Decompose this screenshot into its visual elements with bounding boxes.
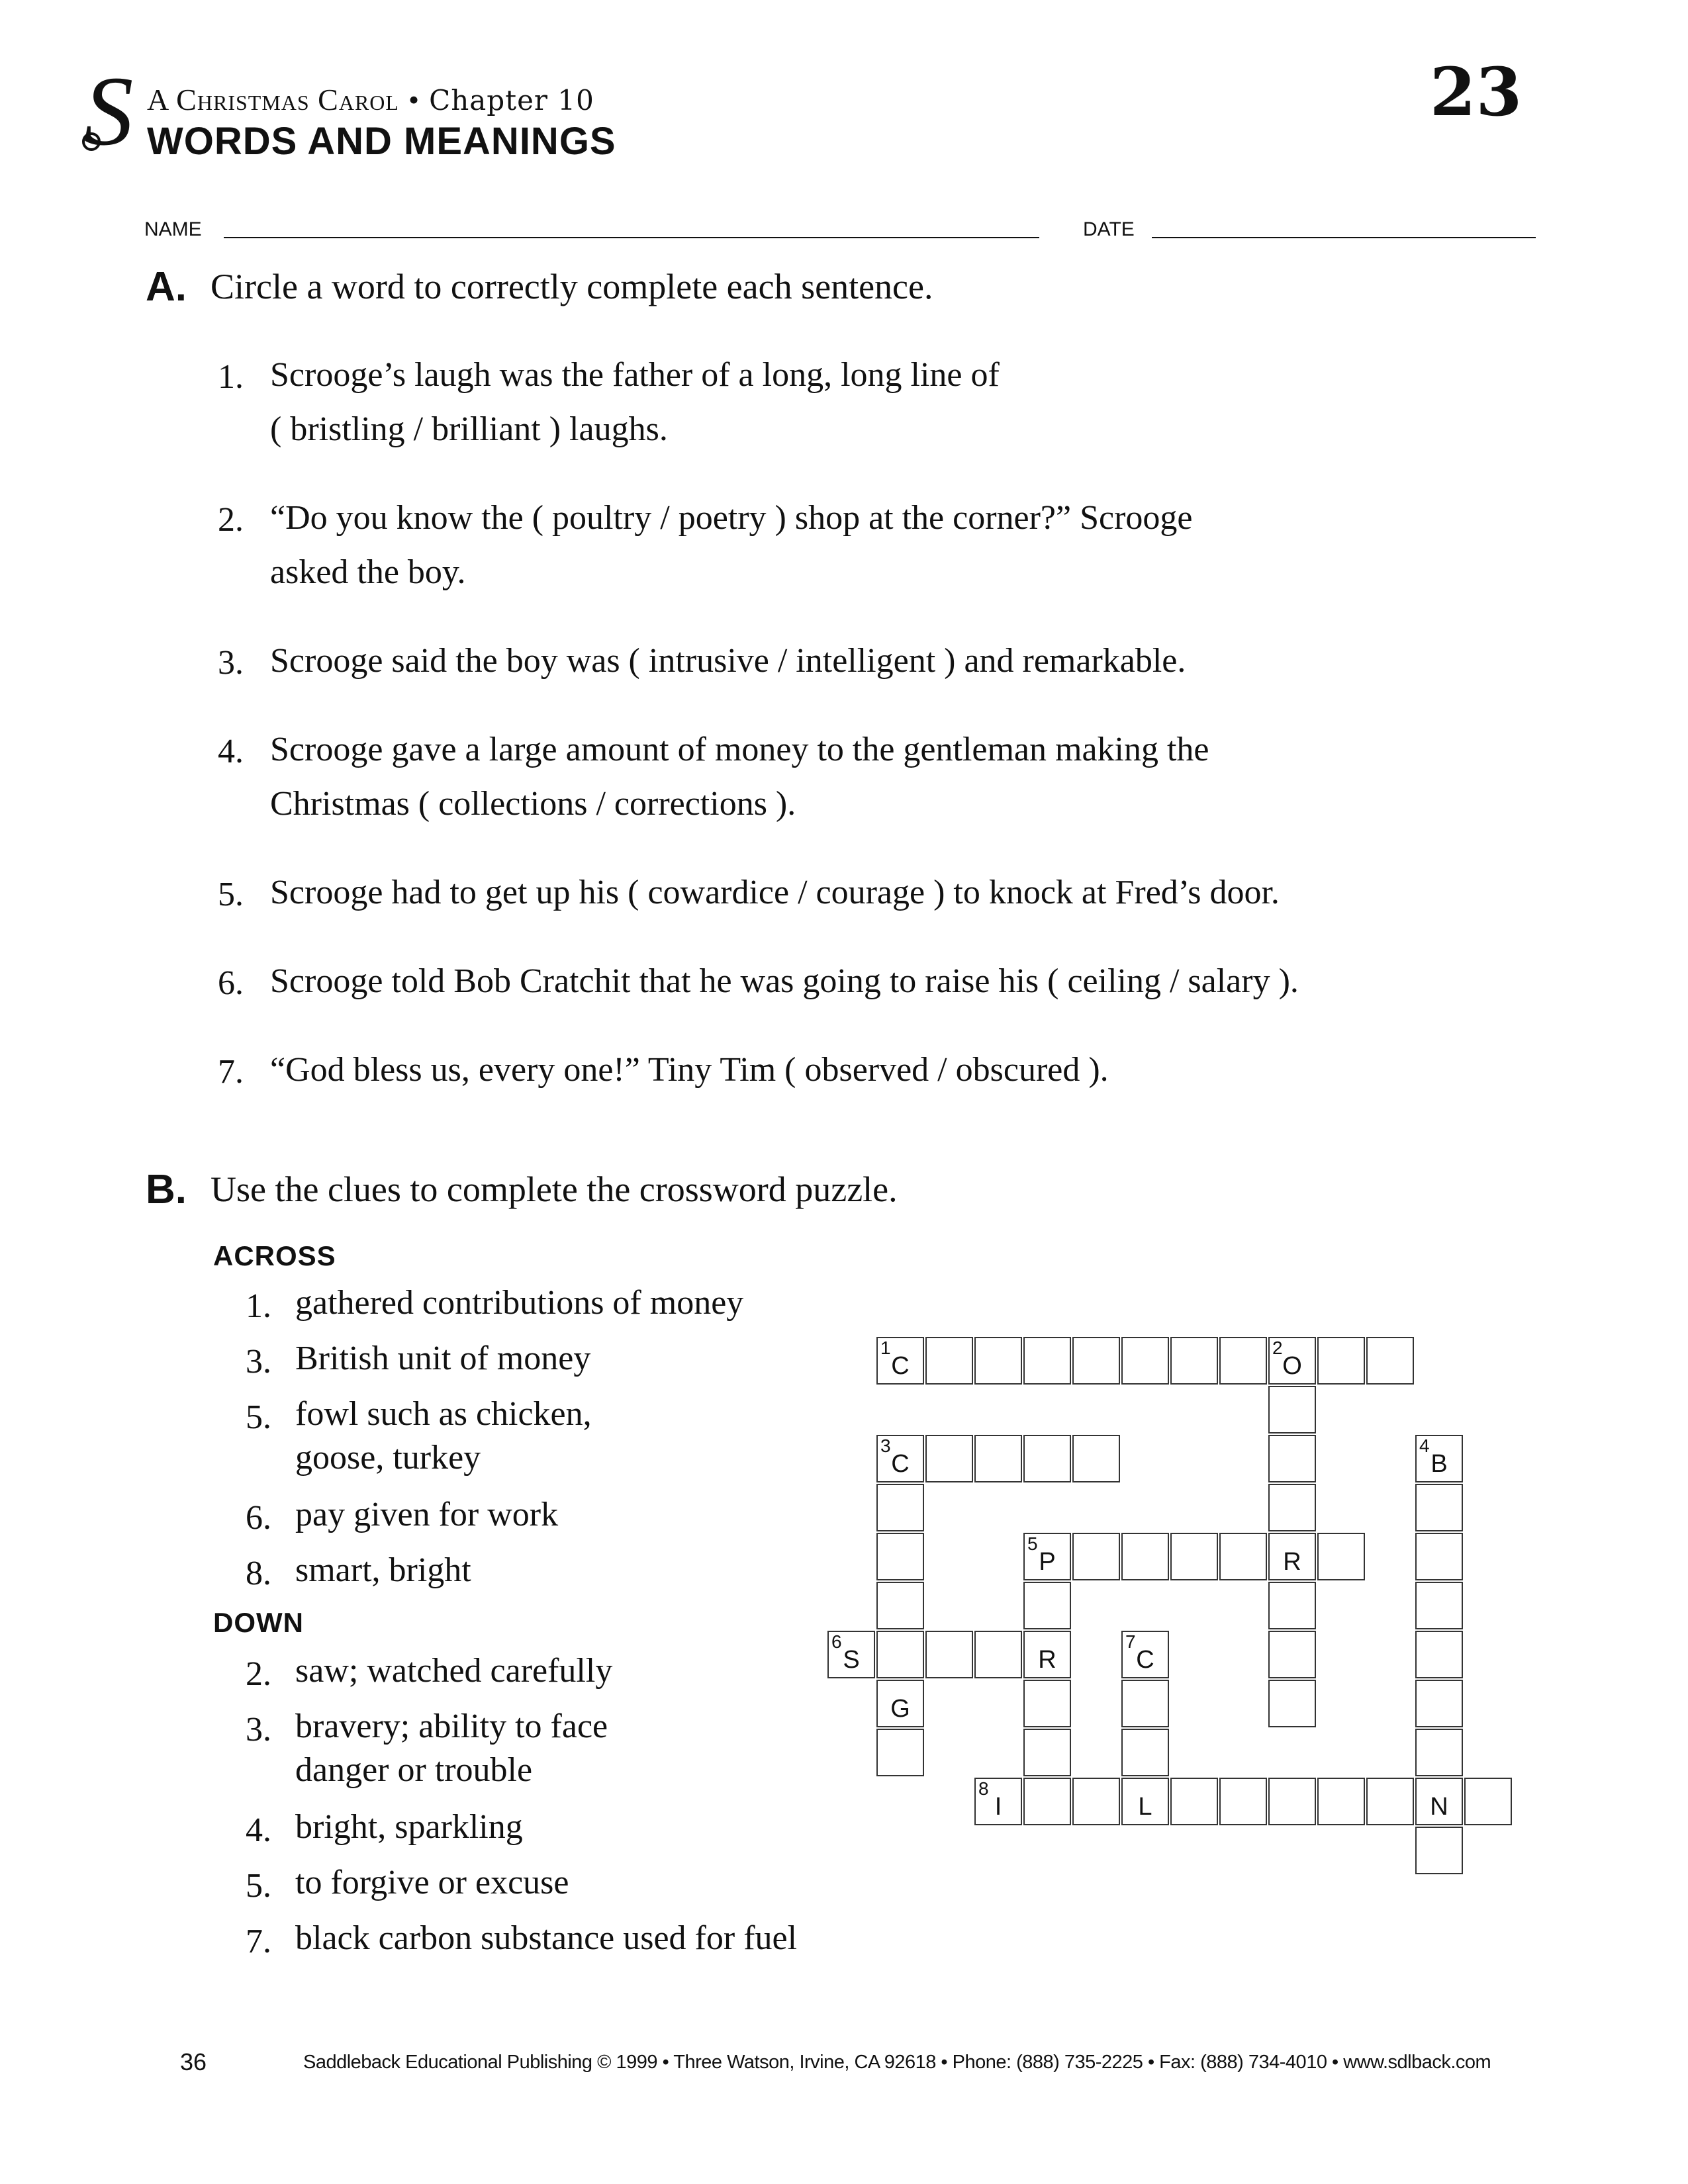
cell-number: 1: [880, 1338, 891, 1358]
footer-page-number: 36: [180, 2048, 207, 2075]
crossword-cell[interactable]: [1121, 1680, 1169, 1727]
clue-number: 7.: [246, 1923, 271, 1960]
crossword-cell[interactable]: [876, 1337, 924, 1385]
crossword-cell[interactable]: [1023, 1631, 1071, 1678]
section-a-instruction: Circle a word to correctly complete each sentence.: [211, 267, 933, 306]
cell-letter: G: [890, 1695, 910, 1723]
cell-number: 8: [978, 1778, 989, 1799]
crossword-cell[interactable]: [1023, 1680, 1071, 1727]
clue-number: 8.: [246, 1555, 271, 1592]
crossword-cell[interactable]: [1268, 1386, 1316, 1433]
crossword-cell[interactable]: [1464, 1778, 1512, 1825]
item-line: Scrooge’s laugh was the father of a long, long line of: [270, 356, 1000, 394]
across-clue: [295, 1337, 666, 1381]
item-line: “God bless us, every one!” Tiny Tim ( observed / obscured ).: [270, 1051, 1109, 1089]
down-heading: DOWN: [213, 1607, 304, 1638]
across-clue: [295, 1549, 666, 1592]
list-item: [270, 348, 1561, 457]
section-b-letter: B.: [146, 1167, 187, 1212]
cell-letter: C: [1136, 1646, 1154, 1674]
clue-line: pay given for work: [295, 1496, 559, 1533]
chapter-label: Chapter 10: [429, 84, 594, 116]
crossword-grid: [827, 1337, 1556, 1933]
crossword-cell[interactable]: [1121, 1337, 1169, 1385]
crossword-cell[interactable]: [1268, 1337, 1316, 1385]
cell-number: 3: [880, 1435, 891, 1456]
crossword-cell[interactable]: [1219, 1337, 1267, 1385]
name-field[interactable]: [224, 237, 1039, 238]
crossword-cell[interactable]: [1268, 1533, 1316, 1580]
item-number: 2.: [218, 501, 244, 539]
item-number: 4.: [218, 733, 244, 770]
item-line: Christmas ( collections / corrections ).: [270, 785, 796, 823]
crossword-cell[interactable]: [1072, 1435, 1120, 1482]
crossword-cell[interactable]: [1268, 1631, 1316, 1678]
book-title: A Christmas Carol: [147, 83, 399, 116]
crossword-cell[interactable]: [1023, 1729, 1071, 1776]
item-line: Scrooge had to get up his ( cowardice / courage ) to knock at Fred’s door.: [270, 874, 1280, 911]
cell-letter: C: [891, 1450, 910, 1478]
section-a-letter: A.: [146, 264, 187, 310]
worksheet-number: 23: [1430, 53, 1523, 131]
clue-line: saw; watched carefully: [295, 1652, 613, 1690]
crossword-cell[interactable]: [1121, 1631, 1169, 1678]
cell-number: 4: [1419, 1435, 1430, 1456]
cell-letter: I: [994, 1793, 1002, 1821]
title-separator: •: [408, 83, 420, 116]
crossword-cell[interactable]: [1219, 1778, 1267, 1825]
cell-letter: B: [1430, 1450, 1448, 1478]
clue-number: 4.: [246, 1811, 271, 1849]
crossword-cell[interactable]: [925, 1435, 973, 1482]
crossword-cell[interactable]: [1415, 1582, 1463, 1629]
crossword-cell[interactable]: [876, 1435, 924, 1482]
crossword-cell[interactable]: [1268, 1435, 1316, 1482]
crossword-cell[interactable]: [974, 1778, 1022, 1825]
item-number: 7.: [218, 1053, 244, 1091]
clue-number: 5.: [246, 1867, 271, 1905]
clue-line: fowl such as chicken,: [295, 1395, 592, 1433]
page-title: WORDS AND MEANINGS: [147, 120, 616, 163]
crossword-cell[interactable]: [1023, 1778, 1071, 1825]
clue-line: bright, sparkling: [295, 1808, 523, 1846]
clue-line: British unit of money: [295, 1340, 591, 1377]
down-clue: [295, 1649, 666, 1693]
clue-line: smart, bright: [295, 1551, 471, 1589]
crossword-cell[interactable]: [1170, 1778, 1218, 1825]
cell-number: 7: [1125, 1631, 1136, 1652]
crossword-cell[interactable]: [1121, 1778, 1169, 1825]
clue-number: 3.: [246, 1711, 271, 1749]
crossword-cell[interactable]: [1023, 1435, 1071, 1482]
publisher-logo-s-icon: [78, 65, 139, 164]
item-number: 1.: [218, 358, 244, 396]
crossword-cell[interactable]: [1268, 1680, 1316, 1727]
cell-letter: O: [1282, 1352, 1302, 1380]
cell-letter: C: [891, 1352, 910, 1380]
crossword-cell[interactable]: [1366, 1778, 1414, 1825]
cell-letter: P: [1039, 1548, 1056, 1576]
crossword-cell[interactable]: [1072, 1533, 1120, 1580]
cell-letter: R: [1038, 1646, 1056, 1674]
crossword-cell[interactable]: [1317, 1778, 1365, 1825]
series-title: [147, 82, 594, 117]
crossword-cell[interactable]: [974, 1435, 1022, 1482]
crossword-cell[interactable]: [827, 1631, 875, 1678]
across-clue: [295, 1493, 666, 1537]
crossword-cell[interactable]: [1415, 1729, 1463, 1776]
cell-letter: N: [1430, 1793, 1448, 1821]
list-item: [270, 954, 1561, 1009]
crossword-cell[interactable]: [1219, 1533, 1267, 1580]
item-number: 5.: [218, 876, 244, 913]
crossword-cell[interactable]: [1072, 1337, 1120, 1385]
crossword-cell[interactable]: [1415, 1827, 1463, 1874]
crossword-cell[interactable]: [876, 1533, 924, 1580]
item-line: ( bristling / brilliant ) laughs.: [270, 410, 668, 448]
crossword-cell[interactable]: [1415, 1484, 1463, 1531]
cell-letter: R: [1283, 1548, 1301, 1576]
down-clue: [295, 1861, 666, 1905]
clue-line: danger or trouble: [295, 1751, 533, 1789]
cell-number: 5: [1027, 1533, 1038, 1554]
crossword-cell[interactable]: [1072, 1778, 1120, 1825]
section-b-instruction: Use the clues to complete the crossword puzzle.: [211, 1169, 898, 1209]
crossword-cell[interactable]: [1170, 1533, 1218, 1580]
clue-line: bravery; ability to face: [295, 1707, 608, 1745]
clue-number: 1.: [246, 1287, 271, 1325]
cell-letter: S: [843, 1646, 860, 1674]
crossword-cell[interactable]: [1121, 1533, 1169, 1580]
crossword-cell[interactable]: [1023, 1533, 1071, 1580]
across-clue: [295, 1281, 891, 1325]
crossword-cell[interactable]: [1268, 1484, 1316, 1531]
crossword-cell[interactable]: [1268, 1778, 1316, 1825]
cell-number: 2: [1272, 1338, 1283, 1358]
svg-text:S: S: [83, 65, 134, 164]
item-number: 6.: [218, 964, 244, 1002]
cell-number: 6: [831, 1631, 842, 1652]
item-line: Scrooge gave a large amount of money to the gentleman making the: [270, 731, 1209, 768]
crossword-cell[interactable]: [876, 1680, 924, 1727]
date-field[interactable]: [1152, 237, 1536, 238]
down-clue: [295, 1917, 891, 1960]
crossword-cell[interactable]: [925, 1337, 973, 1385]
down-clue: [295, 1705, 666, 1792]
item-line: Scrooge said the boy was ( intrusive / intelligent ) and remarkable.: [270, 642, 1186, 680]
down-clue: [295, 1805, 666, 1849]
crossword-cell[interactable]: [876, 1484, 924, 1531]
cell-letter: L: [1138, 1793, 1152, 1821]
list-item: [270, 634, 1561, 688]
list-item: [270, 723, 1561, 831]
clue-number: 5.: [246, 1398, 271, 1436]
list-item: [270, 866, 1561, 920]
crossword-cell[interactable]: [1121, 1729, 1169, 1776]
crossword-cell[interactable]: [1415, 1778, 1463, 1825]
item-line: Scrooge told Bob Cratchit that he was going to raise his ( ceiling / salary ).: [270, 962, 1299, 1000]
crossword-cell[interactable]: [1023, 1337, 1071, 1385]
list-item: [270, 491, 1561, 600]
crossword-cell[interactable]: [1317, 1337, 1365, 1385]
crossword-cell[interactable]: [1366, 1337, 1414, 1385]
crossword-cell[interactable]: [1268, 1582, 1316, 1629]
item-line: asked the boy.: [270, 553, 466, 591]
clue-number: 6.: [246, 1499, 271, 1537]
crossword-cell[interactable]: [1170, 1337, 1218, 1385]
clue-line: gathered contributions of money: [295, 1284, 744, 1322]
crossword-cell[interactable]: [876, 1729, 924, 1776]
crossword-cell[interactable]: [876, 1582, 924, 1629]
crossword-cell[interactable]: [974, 1631, 1022, 1678]
item-line: “Do you know the ( poultry / poetry ) shop at the corner?” Scrooge: [270, 499, 1193, 537]
crossword-cell[interactable]: [1415, 1631, 1463, 1678]
crossword-cell[interactable]: [876, 1631, 924, 1678]
clue-line: goose, turkey: [295, 1439, 481, 1477]
clue-number: 2.: [246, 1655, 271, 1693]
crossword-cell[interactable]: [974, 1337, 1022, 1385]
crossword-cell[interactable]: [1023, 1582, 1071, 1629]
across-heading: ACROSS: [213, 1240, 336, 1271]
item-number: 3.: [218, 644, 244, 682]
list-item: [270, 1043, 1561, 1097]
date-label: DATE: [1083, 218, 1135, 240]
footer-credit: Saddleback Educational Publishing © 1999 • Three Watson, Irvine, CA 92618 • Phone: (888) 735-2225 • Fax: (888) 734-4010 • www.sdlback.com: [303, 2052, 1491, 2073]
across-clue: [295, 1392, 666, 1480]
clue-line: to forgive or excuse: [295, 1864, 569, 1901]
crossword-cell[interactable]: [925, 1631, 973, 1678]
crossword-cell[interactable]: [1415, 1435, 1463, 1482]
crossword-cell[interactable]: [1317, 1533, 1365, 1580]
crossword-cell[interactable]: [1415, 1533, 1463, 1580]
clue-line: black carbon substance used for fuel: [295, 1919, 798, 1957]
crossword-cell[interactable]: [1415, 1680, 1463, 1727]
name-label: NAME: [144, 218, 202, 240]
clue-number: 3.: [246, 1343, 271, 1381]
